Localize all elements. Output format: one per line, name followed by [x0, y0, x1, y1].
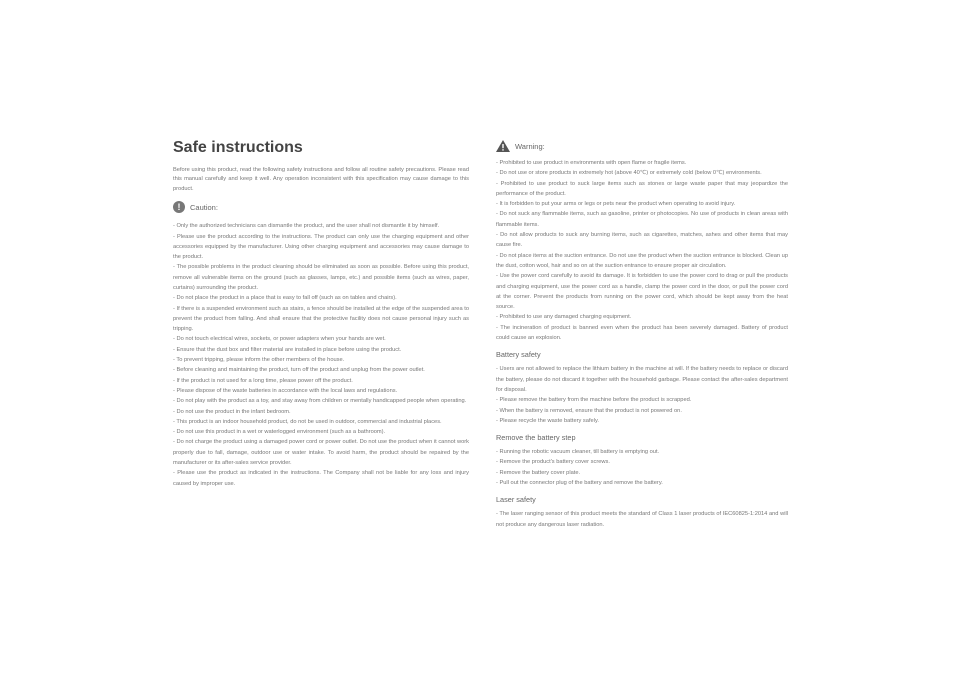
list-item: - It is forbidden to put your arms or legs or pets near the product when operating to avoid injury.: [496, 201, 736, 208]
remove-battery-list: [496, 447, 788, 488]
warning-header: [496, 140, 788, 152]
list-item: - This product is an indoor household product, do not be used in outdoor, commercial and industrial places.: [173, 418, 442, 425]
list-item: - Do not charge the product using a damaged power cord or power outlet. Do not use the product when it cannot work properly due to fall, damage, outdoor use or water intake. To avoid harm, the product should be repaired by the manufacturer or its after-sales service provider.: [173, 439, 469, 467]
warning-list: [496, 158, 788, 343]
list-item: - Do not use or store products in extremely hot (above 40℃) or extremely cold (below 0℃) environments.: [496, 170, 762, 177]
list-item: - Do not place the product in a place that is easy to fall off (such as on tables and chairs).: [173, 295, 397, 302]
list-item: - The incineration of product is banned even when the product has been severely damaged. Battery of product could cause an explosion.: [496, 324, 788, 342]
exclamation-icon: !: [173, 201, 185, 213]
list-item: - Running the robotic vacuum cleaner, till battery is emptying out.: [496, 449, 660, 456]
list-item: - If there is a suspended environment such as stairs, a fence should be installed at the edge of the suspended area to prevent the product from falling. And shall ensure that the protective facility does not cause personal injury such as tripping.: [173, 305, 469, 333]
battery-safety-heading: Battery safety: [496, 350, 541, 360]
list-item: - Remove the product's battery cover screws.: [496, 459, 610, 466]
list-item: - The possible problems in the product cleaning should be eliminated as soon as possible. Before using this product, remove all vulnerable items on the ground (such as glasses, lamps, etc.) and possible items (such as wires, paper, curtains) surrounding the product.: [173, 264, 469, 291]
list-item: - Prohibited to use any damaged charging equipment.: [496, 314, 632, 321]
page-title: Safe instructions: [173, 139, 303, 156]
list-item: - Prohibited to use product in environments with open flame or fragile items.: [496, 160, 687, 166]
list-item: - Pull out the connector plug of the battery and remove the battery.: [496, 480, 663, 487]
list-item: - Remove the battery cover plate.: [496, 469, 581, 476]
list-item: - Do not place items at the suction entrance. Do not use the product when the suction entrance is blocked. Clean up the dust, cotton wool, hair and so on at the suction entrance to ensure proper air circulation.: [496, 252, 788, 269]
list-item: - Do not suck any flammable items, such as gasoline, printer or photocopies. No use of products in clean areas with flammable items.: [496, 211, 788, 228]
warning-triangle-icon: [496, 140, 510, 152]
list-item: - If the product is not used for a long time, please power off the product.: [173, 377, 353, 384]
list-item: - Users are not allowed to replace the lithium battery in the machine at will. If the battery needs to replace or discard the battery, please do not discard it together with the household garbage. Please contact the after-sales department for disposal.: [496, 366, 788, 393]
list-item: - Do not allow products to suck any burning items, such as cigarettes, matches, ashes and other items that may cause fire.: [496, 232, 788, 249]
warning-label: Warning:: [515, 141, 545, 151]
right-column: [496, 140, 788, 530]
list-item: - Prohibited to use product to suck large items such as stones or large waste paper that may jeopardize the performance of the product.: [496, 180, 788, 197]
laser-safety-heading: Laser safety: [496, 495, 536, 505]
intro-paragraph: Before using this product, read the following safety instructions and follow all routine safety precautions. Please read this manual carefully and keep it well. Any operation inconsistent with this specification may cause damage to this product.: [173, 167, 469, 192]
list-item: - Please dispose of the waste batteries in accordance with the local laws and regulations.: [173, 387, 398, 394]
remove-battery-heading: Remove the battery step: [496, 433, 576, 443]
list-item: - Do not play with the product as a toy, and stay away from children or mentally handicapped people when operating.: [173, 398, 467, 405]
list-item: - Do not use the product in the infant bedroom.: [173, 408, 291, 415]
list-item: - Please use the product as indicated in the instructions. The Company shall not be liable for any loss and injury caused by improper use.: [173, 470, 469, 487]
list-item: - Ensure that the dust box and filter material are installed in place before using the product.: [173, 346, 402, 353]
laser-safety-list: [496, 509, 788, 530]
caution-label: Caution:: [190, 202, 218, 212]
list-item: - The laser ranging sensor of this product meets the standard of Class 1 laser products of IEC60825-1:2014 and will not produce any dangerous laser radiation.: [496, 511, 788, 528]
list-item: - Only the authorized technicians can dismantle the product, and the user shall not dismantle it by himself.: [173, 223, 440, 230]
list-item: - Please use the product according to the instructions. The product can only use the charging equipment and other accessories equipped by the manufacturer. Using other charging equipment and accessories may cause damage to the product.: [173, 233, 469, 261]
list-item: - To prevent tripping, please inform the other members of the house.: [173, 357, 345, 364]
list-item: - Please remove the battery from the machine before the product is scrapped.: [496, 397, 692, 404]
list-item: - Do not use this product in a wet or waterlogged environment (such as a bathroom).: [173, 429, 386, 436]
battery-safety-list: [496, 364, 788, 426]
caution-list: [173, 221, 469, 489]
list-item: - Use the power cord carefully to avoid its damage. It is forbidden to use the power cord to drag or pull the products and charging equipment, use the power cord as a handle, clamp the power cord in the door, or pull the power cord at the corner. Prevent the products from running on the power cord, which should be kept away from the heat source.: [496, 273, 788, 311]
list-item: - When the battery is removed, ensure that the product is not powered on.: [496, 407, 682, 414]
list-item: - Please recycle the waste battery safely.: [496, 417, 599, 424]
left-column: [173, 138, 469, 489]
list-item: - Before cleaning and maintaining the product, turn off the product and unplug from the power outlet.: [173, 367, 425, 374]
list-item: - Do not touch electrical wires, sockets, or power adapters when your hands are wet.: [173, 336, 386, 343]
caution-header: [173, 201, 469, 213]
